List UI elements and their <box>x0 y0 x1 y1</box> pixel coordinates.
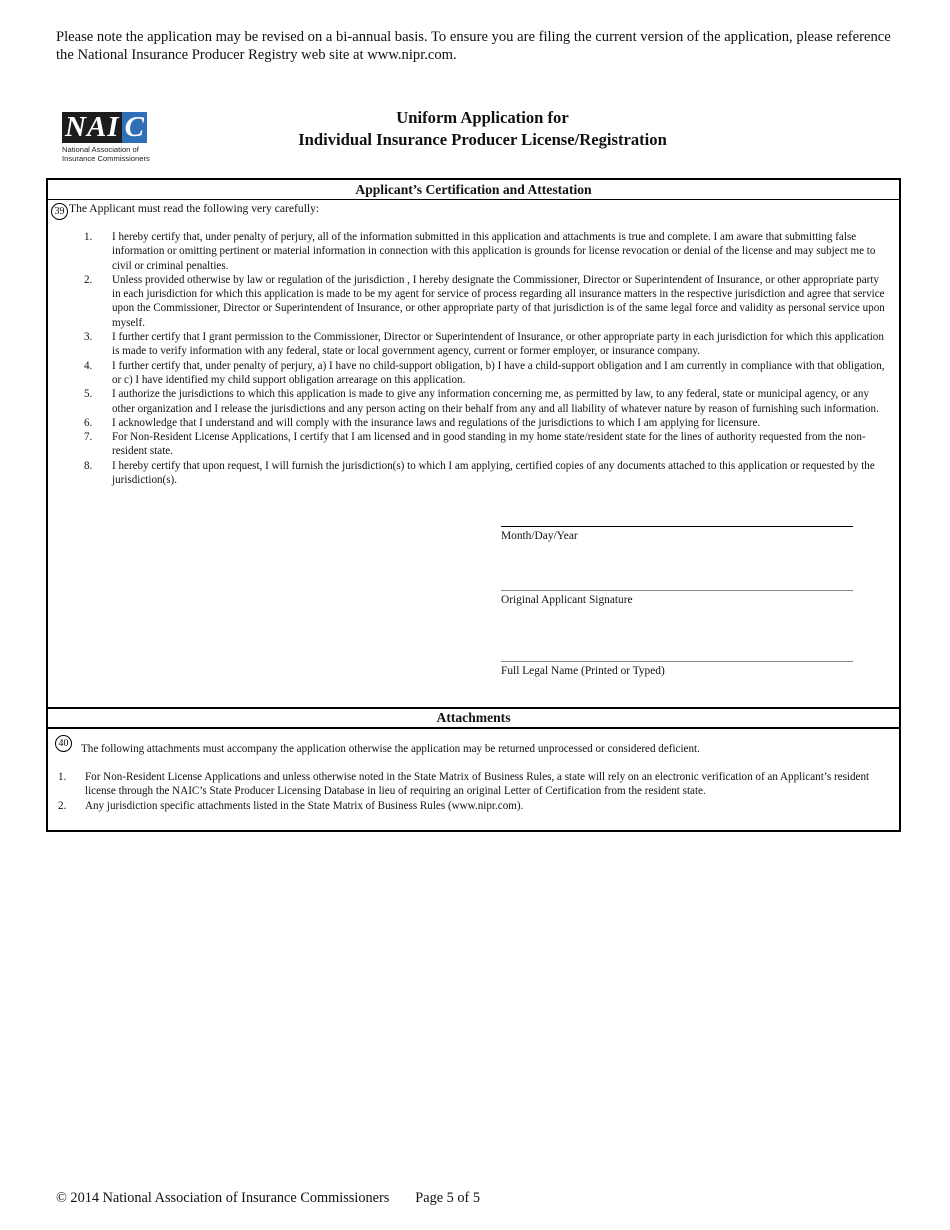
item-text: Any jurisdiction specific attachments listed in the State Matrix of Business Rules (www.nipr.com). <box>85 799 524 812</box>
item-text: I authorize the jurisdictions to which this application is made to give any information concerning me, as permitted by law, to any federal, state or municipal agency, or any other organization and I release the jurisdictions and any person acting on their behalf from any and all liability of whatever nature by reason of furnishing such information. <box>112 388 879 415</box>
signature-field[interactable] <box>501 590 853 607</box>
item-text: I acknowledge that I understand and will comply with the insurance laws and regulations of the jurisdictions to which I am applying for licensure. <box>112 416 761 429</box>
date-label: Month/Day/Year <box>501 530 578 542</box>
list-item <box>56 770 892 799</box>
logo-line1: National Association of <box>62 145 139 154</box>
full-name-field[interactable] <box>501 661 853 678</box>
item-number: 1. <box>58 771 67 783</box>
date-field[interactable] <box>501 526 853 543</box>
list-item <box>80 359 890 388</box>
copyright-text: © 2014 National Association of Insurance Commissioners <box>56 1190 390 1206</box>
item-number: 5. <box>84 388 93 401</box>
item-text: Unless provided otherwise by law or regulation of the jurisdiction , I hereby designate the Commissioner, Director or Superintendent of Insurance, or other appropriate party in each jurisdiction for which this application is made to be my agent for service of process regarding all insurance matters in the respective jurisdiction and agree that service upon the Commissioner, Director or Superintendent of Insurance, or other appropriate party of that jurisdiction is of the same legal force and validity as personal service upon myself. <box>112 273 885 329</box>
question-number-39: 39 <box>51 203 68 220</box>
logo-letters: NAI <box>62 112 122 143</box>
item-number: 2. <box>84 273 93 286</box>
attachments-intro: The following attachments must accompany the application otherwise the application may be returned unprocessed or considered deficient. <box>81 743 700 755</box>
item-text: I hereby certify that upon request, I will furnish the jurisdiction(s) to which I am applying, certified copies of any documents attached to this application or requested by the jurisdiction(s). <box>112 459 875 487</box>
item-text: For Non-Resident License Applications, I certify that I am licensed and in good standing in my home state/resident state for the lines of authority requested from the non-resident state. <box>112 431 866 458</box>
item-number: 1. <box>84 231 93 243</box>
page-number: Page 5 of 5 <box>415 1190 481 1206</box>
certification-list <box>80 230 890 487</box>
certification-intro: The Applicant must read the following very carefully: <box>69 202 320 215</box>
attachments-list <box>56 770 892 813</box>
certification-heading: Applicant’s Certification and Attestation <box>48 180 899 200</box>
list-item <box>56 799 892 813</box>
revision-notice: Please note the application may be revised on a bi-annual basis. To ensure you are filing the current version of the application, please reference the National Insurance Producer Registry web site at www.nipr.com. <box>56 29 891 63</box>
page-title <box>230 107 735 151</box>
list-item <box>80 330 890 359</box>
item-number: 7. <box>84 431 93 444</box>
full-name-line[interactable] <box>501 661 853 662</box>
attachments-heading: Attachments <box>48 707 899 729</box>
list-item <box>80 416 890 430</box>
item-text: I further certify that I grant permission to the Commissioner, Director or Superintendent of Insurance, or other appropriate party in each jurisdiction for which this application is made to verify information with any federal, state or local government agency, current or former employer, or insurance company. <box>112 331 884 358</box>
item-text: I hereby certify that, under penalty of perjury, all of the information submitted in this application and attachments is true and complete. I am aware that submitting false information or omitting pertinent or material information in connection with this application is grounds for license revocation or denial of the license and may subject me to civil or criminal penalties. <box>112 231 876 272</box>
logo-accent-letter: C <box>122 112 147 143</box>
signature-label: Original Applicant Signature <box>501 594 633 606</box>
item-text: For Non-Resident License Applications and unless otherwise noted in the State Matrix of Business Rules, a state will rely on an electronic verification of an Applicant’s resident license through the NAIC’s State Producer Licensing Database in lieu of requiring an original Letter of Certification from the resident state. <box>85 771 870 798</box>
item-text: I further certify that, under penalty of perjury, a) I have no child-support obligation, b) I have a child-support obligation and I am currently in compliance with that obligation, or c) I have identified my child support obligation arrearage on this application. <box>112 359 885 386</box>
list-item <box>80 387 890 416</box>
list-item <box>80 430 890 459</box>
list-item <box>80 459 890 488</box>
naic-logo <box>62 112 152 167</box>
title-line1: Uniform Application for <box>396 108 569 127</box>
item-number: 3. <box>84 331 93 344</box>
list-item <box>80 273 890 330</box>
title-line2: Individual Insurance Producer License/Registration <box>298 130 667 149</box>
item-number: 2. <box>58 799 67 812</box>
date-line[interactable] <box>501 526 853 527</box>
signature-line[interactable] <box>501 590 853 591</box>
item-number: 8. <box>84 459 93 472</box>
logo-line2: Insurance Commissioners <box>62 154 150 163</box>
form-box <box>46 178 901 832</box>
item-number: 6. <box>84 416 93 429</box>
list-item <box>80 230 890 273</box>
full-name-label: Full Legal Name (Printed or Typed) <box>501 665 665 677</box>
question-number-40: 40 <box>55 735 72 752</box>
naic-logo-mark <box>62 112 152 143</box>
page-footer <box>56 1189 480 1207</box>
item-number: 4. <box>84 359 93 372</box>
